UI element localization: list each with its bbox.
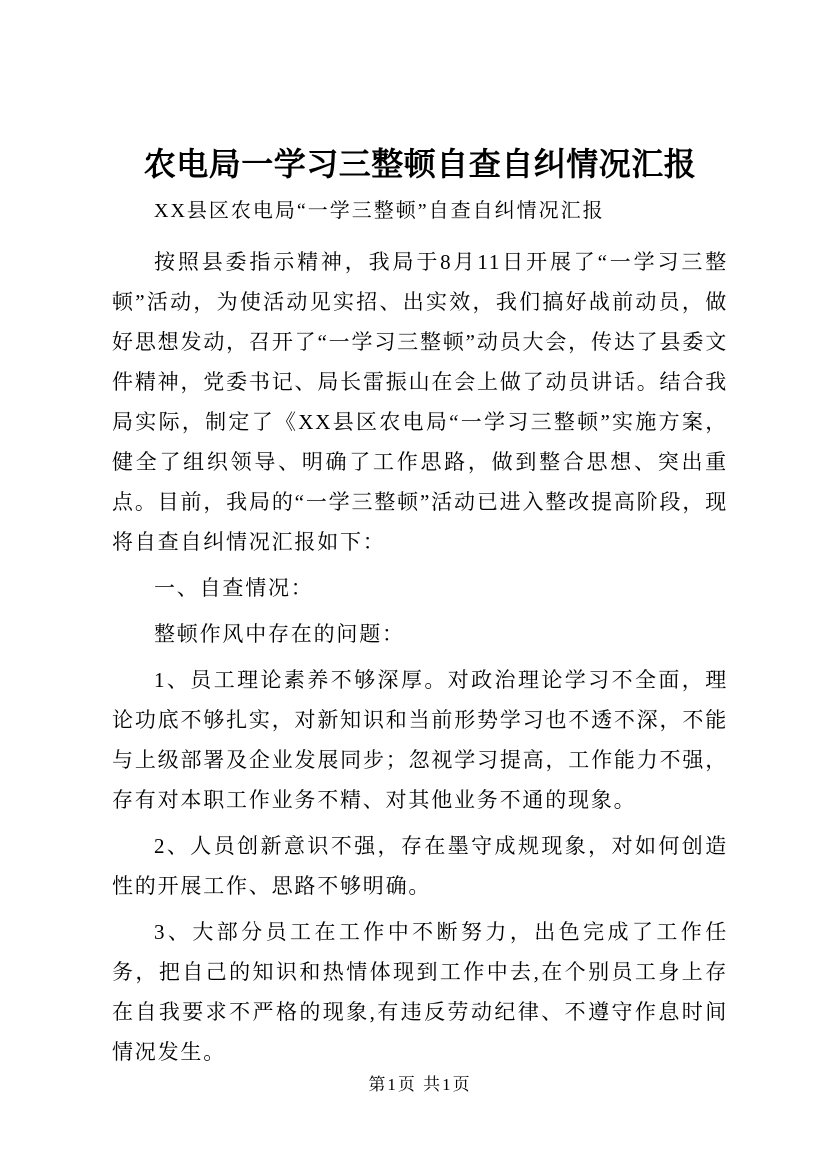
body-paragraph-item-2: 2、人员创新意识不强，存在墨守成规现象，对如何创造性的开展工作、思路不够明确。: [112, 834, 728, 898]
body-paragraph-item-1: 1、员工理论素养不够深厚。对政治理论学习不全面，理论功底不够扎实，对新知识和当前形势学习也不透不深，不能与上级部署及企业发展同步；忽视学习提高，工作能力不强，存有对本职工作业务不精、对其他业务不通的现象。: [112, 668, 728, 812]
body-paragraph-subheading: 整顿作风中存在的问题：: [154, 622, 405, 646]
body-paragraph-section-heading: 一、自查情况：: [154, 576, 314, 600]
page-number-footer: 第1页 共1页: [368, 1075, 472, 1094]
document-title: 农电局一学习三整顿自查自纠情况汇报: [143, 146, 697, 182]
body-paragraph-item-3: 3、大部分员工在工作中不断努力，出色完成了工作任务，把自己的知识和热情体现到工作中去,在个别员工身上存在自我要求不严格的现象,有违反劳动纪律、不遵守作息时间情况发生。: [112, 920, 728, 1064]
document-body: [112, 242, 728, 1072]
body-paragraph-intro: 按照县委指示精神，我局于8月11日开展了“一学习三整顿”活动，为使活动见实招、出实效，我们搞好战前动员，做好思想发动，召开了“一学习三整顿”动员大会，传达了县委文件精神，党委书记、局长雷振山在会上做了动员讲话。结合我局实际，制定了《XX县区农电局“一学习三整顿”实施方案，健全了组织领导、明确了工作思路，做到整合思想、突出重点。目前，我局的“一学三整顿”活动已进入整改提高阶段，现将自查自纠情况汇报如下：: [112, 250, 728, 554]
document-subtitle: XX县区农电局“一学三整顿”自查自纠情况汇报: [154, 200, 605, 222]
